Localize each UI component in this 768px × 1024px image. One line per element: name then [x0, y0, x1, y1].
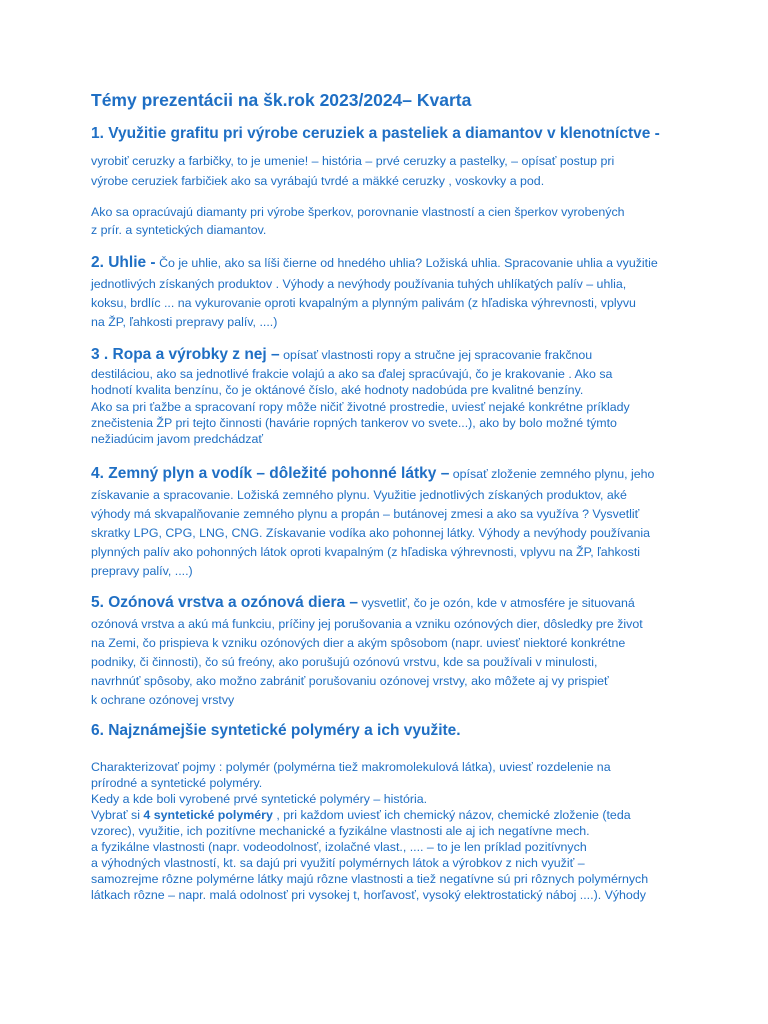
section-6-text: , pri každom uviesť ich chemický názov, chemické zloženie (teda [276, 808, 631, 822]
section-6-line-with-bold [91, 807, 631, 823]
section-1-line: vyrobiť ceruzky a farbičky, to je umenie! – história – prvé ceruzky a pastelky, – opísať postup pri [91, 154, 615, 168]
section-6-line: a fyzikálne vlastnosti (napr. vodeodolnosť, izolačné vlast., .... – to je len príklad pozitívnych [91, 840, 587, 854]
section-4-line: prepravy palív, ....) [91, 564, 193, 578]
section-6-line: a výhodných vlastností, kt. sa dajú pri využití polymérnych látok a výrobkov z nich využiť – [91, 856, 585, 870]
section-6-bold-text: 4 syntetické polyméry [143, 808, 273, 822]
section-6-line: Charakterizovať pojmy : polymér (polymérna tiež makromolekulová látka), uviesť rozdelenie na [91, 760, 611, 774]
section-5-line: ozónová vrstva a akú má funkciu, príčiny jej porušovania a vzniku ozónových dier, dôsledky pre život [91, 617, 643, 631]
section-6-line: prírodné a syntetické polyméry. [91, 776, 263, 790]
section-1-paragraph-2-line: Ako sa opracúvajú diamanty pri výrobe šperkov, porovnanie vlastností a cien šperkov vyrobených [91, 205, 625, 219]
section-4-line: plynných palív ako pohonných látok oproti kvapalným (z hľadiska výhrevnosti, vplyvu na ŽP, ľahkosti [91, 545, 641, 559]
section-5-heading: 5. Ozónová vrstva a ozónová diera – [91, 594, 359, 611]
section-5-first-line [91, 595, 635, 611]
section-2-heading: 2. Uhlie - [91, 254, 156, 271]
section-4-line: skratky LPG, CPG, LNG, CNG. Získavanie vodíka ako pohonnej látky. Výhody a nevýhody používania [91, 526, 650, 540]
section-3-line: destiláciou, ako sa jednotlivé frakcie volajú a ako sa ďalej spracúvajú, čo je krakovanie . Ako sa [91, 367, 613, 381]
section-3-line: hodnotí kvalita benzínu, čo je oktánové číslo, aké hodnoty nadobúda pre kvalitné benzíny. [91, 383, 584, 397]
section-2-line: jednotlivých získaných produktov . Výhody a nevýhody používania tuhých uhlíkatých palív – uhlia, [91, 277, 627, 291]
document-title: Témy prezentácii na šk.rok 2023/2024– Kvarta [91, 90, 472, 110]
section-6-line: vzorec), využitie, ich pozitívne mechanické a fyzikálne vlastnosti ale aj ich negatívne mech. [91, 824, 590, 838]
section-4-first-line [91, 466, 654, 482]
section-1-heading: 1. Využitie grafitu pri výrobe ceruziek a pasteliek a diamantov v klenotníctve - [91, 125, 660, 142]
section-3-line: znečistenia ŽP pri tejto činnosti (havárie ropných tankerov vo svete...), ako by bolo možné týmto [91, 416, 617, 430]
section-5-line: podniky, či činnosti), čo sú freóny, ako porušujú ozónovú vrstvu, kde sa používali v minulosti, [91, 655, 598, 669]
section-2-line: Čo je uhlie, ako sa líši čierne od hnedého uhlia? Ložiská uhlia. Spracovanie uhlia a využitie [159, 256, 658, 270]
section-4-line: získavanie a spracovanie. Ložiská zemného plynu. Využitie jednotlivých získaných produktov, aké [91, 488, 627, 502]
section-3-first-line [91, 347, 592, 363]
section-3-line: Ako sa pri ťažbe a spracovaní ropy môže ničiť životné prostredie, uviesť nejaké konkrétne príklady [91, 400, 630, 414]
section-3-line: nežiadúcim javom predchádzať [91, 432, 264, 446]
section-3-line: opísať vlastnosti ropy a stručne jej spracovanie frakčnou [283, 348, 593, 362]
section-5-line: navrhnúť spôsoby, ako možno zabrániť porušovaniu ozónovej vrstvy, ako môžete aj vy prispieť [91, 674, 609, 688]
section-5-line: vysvetliť, čo je ozón, kde v atmosfére je situovaná [361, 596, 635, 610]
section-1-line: výrobe ceruziek farbičiek ako sa vyrábajú tvrdé a mäkké ceruzky , voskovky a pod. [91, 174, 545, 188]
section-5-line: na Zemi, čo prispieva k vzniku ozónových dier a akým spôsobom (napr. uviesť niektoré konkrétne [91, 636, 626, 650]
section-6-line: Kedy a kde boli vyrobené prvé syntetické polyméry – história. [91, 792, 428, 806]
section-4-line: opísať zloženie zemného plynu, jeho [452, 467, 655, 481]
section-2-line: na ŽP, ľahkosti prepravy palív, ....) [91, 315, 278, 329]
section-4-heading: 4. Zemný plyn a vodík – dôležité pohonné látky – [91, 465, 450, 482]
section-2-first-line [91, 255, 658, 271]
section-4-line: výhody má skvapalňovanie zemného plynu a propán – butánovej zmesi a ako sa využíva ? Vysvetliť [91, 507, 640, 521]
section-6-line: samozrejme rôzne polymérne látky majú rôzne vlastnosti a tiež negatívne sú pri rôznych polymérnych [91, 872, 649, 886]
section-2-line: koksu, brdlíc ... na vykurovanie oproti kvapalným a plynným palivám (z hľadiska výhrevnosti, vplyvu [91, 296, 636, 310]
section-5-line: k ochrane ozónovej vrstvy [91, 693, 235, 707]
section-3-heading: 3 . Ropa a výrobky z nej – [91, 346, 280, 363]
section-6-line: látkach rôzne – napr. malá odolnosť pri vysokej t, horľavosť, vysoký elektrostatický náboj ....). Výhody [91, 888, 646, 902]
section-1-paragraph-2-line: z prír. a syntetických diamantov. [91, 223, 267, 237]
section-6-heading: 6. Najznámejšie syntetické polyméry a ich využite. [91, 722, 461, 739]
section-6-text: Vybrať si [91, 808, 140, 822]
